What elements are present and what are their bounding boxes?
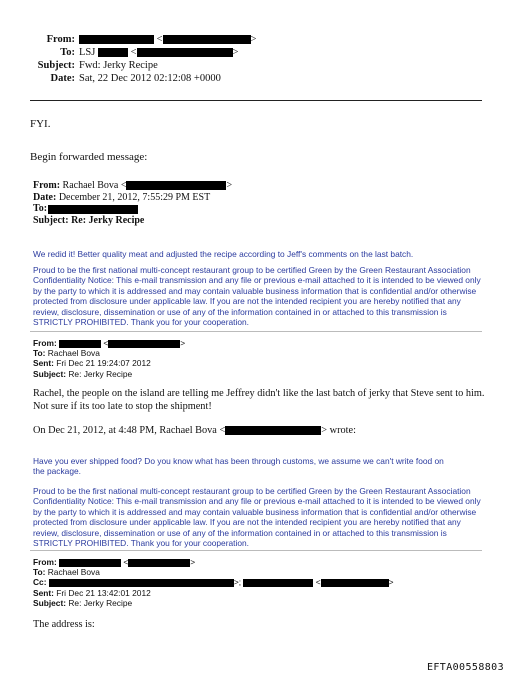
date-label: Date:: [50, 73, 75, 84]
forwarded-header: [33, 180, 232, 226]
fyi-text: FYI.: [30, 118, 51, 130]
reply-from-row: From: < >: [33, 338, 186, 348]
to-value: LSJ: [79, 47, 96, 58]
redaction-block: [126, 181, 226, 190]
top-date-row: [0, 72, 221, 85]
top-subject-row: [0, 59, 158, 72]
header-divider: [30, 100, 482, 101]
sent-label: Sent:: [33, 587, 54, 598]
date-value: Sat, 22 Dec 2012 02:12:08 +0000: [79, 73, 221, 84]
reply-subject-row: [33, 598, 394, 608]
reply-subject-row: [33, 369, 185, 379]
subject-value: Re: Jerky Recipe: [68, 368, 133, 379]
confidentiality-notice: Proud to be the first national multi-concept restaurant group to be certified Green by the Green Restaurant Association Confidentiality Notice: This e-mail transmission and any file or previous e-mail attached to it is intended to be viewed only by the party to which it is addressed and may contain valuable business information that is confidential and/or otherwise protected from disclosure under applicable law. If you are not the intended recipient you are hereby notified that any review, disclosure, dissemination or use of any of the information contained in or attached to this transmission is STRICTLY PROHIBITED. Thank you for your cooperation.: [33, 265, 481, 328]
cc-label: Cc:: [33, 577, 47, 588]
redaction-block: [48, 205, 138, 214]
quote-prefix: On Dec 21, 2012, at 4:48 PM, Rachael Bova <: [33, 425, 226, 436]
to-value: Rachael Bova: [47, 567, 100, 578]
reply-header: [33, 338, 185, 379]
message-divider: [30, 550, 482, 551]
redaction-block: [225, 426, 321, 435]
to-label: To:: [33, 348, 46, 359]
top-to-row: To: LSJ < >: [0, 46, 238, 59]
redaction-block: [108, 340, 180, 348]
fwd-subject-row: [33, 215, 232, 227]
from-label: From:: [33, 557, 57, 567]
reply-to-row: [33, 567, 394, 577]
redaction-block: [59, 559, 121, 567]
subject-value: Re: Jerky Recipe: [71, 214, 145, 226]
redaction-block: [59, 340, 101, 348]
reply-cc-row: Cc: >; < >: [33, 577, 394, 588]
reply-header: [33, 557, 394, 608]
confidentiality-notice: Proud to be the first national multi-concept restaurant group to be certified Green by the Green Restaurant Association Confidentiality Notice: This e-mail transmission and any file or previous e-mail attached to it is intended to be viewed only by the party to which it is addressed and may contain valuable business information that is confidential and/or otherwise protected from disclosure under applicable law. If you are not the intended recipient you are hereby notified that any review, disclosure, dissemination or use of any of the information contained in or attached to this transmission is STRICTLY PROHIBITED. Thank you for your cooperation.: [33, 486, 481, 549]
reply-to-row: [33, 348, 185, 358]
reply-sent-row: [33, 588, 394, 598]
subject-label: Subject:: [33, 597, 67, 608]
redaction-block: [243, 579, 313, 587]
message-body: We redid it! Better quality meat and adjusted the recipe according to Jeff's comments on the last batch.: [33, 249, 414, 259]
redaction-block: [49, 579, 234, 587]
message-divider: [30, 331, 482, 332]
fwd-date-row: [33, 192, 232, 204]
subject-label: Subject:: [37, 60, 75, 71]
to-value: Rachael Bova: [47, 348, 100, 359]
to-label: To:: [33, 567, 46, 578]
top-from-row: From: < >: [0, 33, 256, 46]
bates-number: EFTA00558803: [426, 662, 504, 673]
redaction-block: [163, 35, 251, 44]
subject-label: Subject:: [33, 214, 69, 226]
subject-value: Fwd: Jerky Recipe: [79, 60, 158, 71]
sent-label: Sent:: [33, 358, 54, 369]
from-label: From:: [33, 338, 57, 348]
redaction-block: [128, 559, 190, 567]
from-label: From:: [33, 180, 61, 191]
reply-sent-row: [33, 358, 185, 368]
message-body: Have you ever shipped food? Do you know what has been through customs, we assume we can't write food on the package.: [33, 456, 444, 477]
from-value: Rachael Bova: [62, 180, 119, 191]
redaction-block: [137, 48, 233, 57]
quote-intro: [33, 425, 356, 436]
fwd-from-row: From: Rachael Bova < >: [33, 180, 233, 191]
to-label: To:: [60, 47, 75, 58]
subject-value: Re: Jerky Recipe: [68, 597, 133, 608]
reply-body: Rachel, the people on the island are telling me Jeffrey didn't like the last batch of jerky that Steve sent to him. Not sure if its too late to stop the shipment!: [33, 388, 485, 412]
to-label: To:: [33, 203, 48, 214]
subject-label: Subject:: [33, 368, 67, 379]
address-line: The address is:: [33, 619, 95, 630]
date-value: December 21, 2012, 7:55:29 PM EST: [58, 191, 211, 203]
date-label: Date:: [33, 191, 57, 203]
redaction-block: [98, 48, 128, 57]
quote-suffix: > wrote:: [321, 425, 356, 436]
reply-from-row: From: < >: [33, 557, 196, 567]
sent-value: Fri Dec 21 19:24:07 2012: [56, 358, 151, 369]
from-label: From:: [46, 34, 75, 45]
redaction-block: [79, 35, 154, 44]
begin-forwarded-text: Begin forwarded message:: [30, 151, 148, 163]
sent-value: Fri Dec 21 13:42:01 2012: [56, 587, 151, 598]
redaction-block: [321, 579, 389, 587]
